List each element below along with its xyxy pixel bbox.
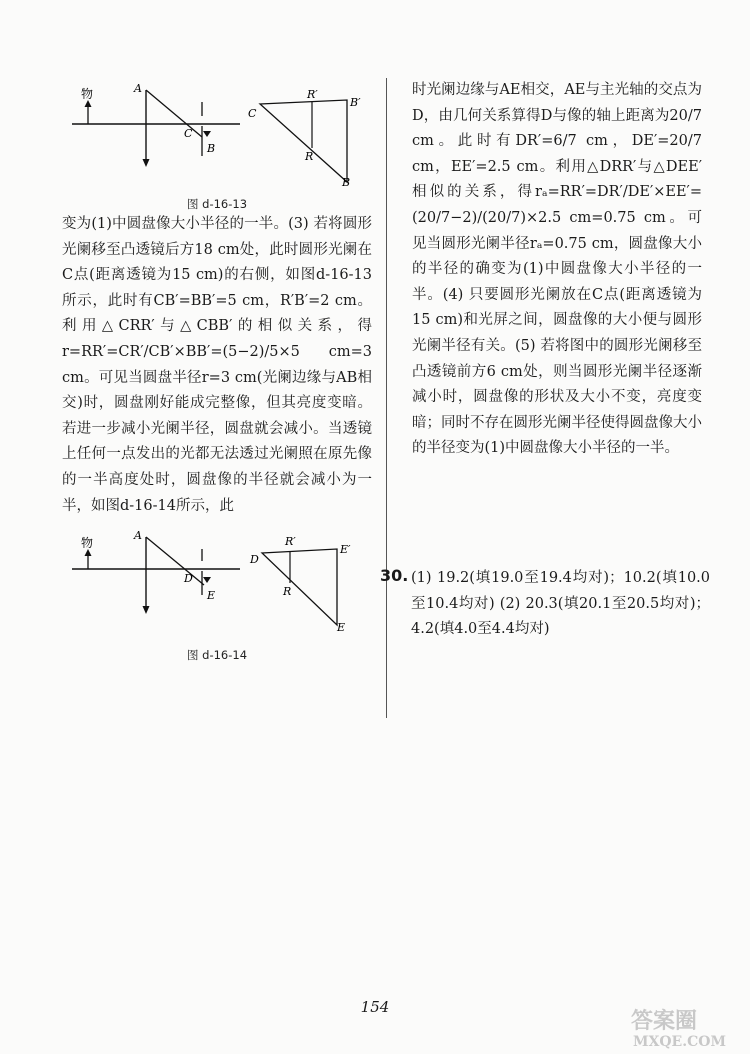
label-R-prime: R′ [285,535,296,549]
answer-30 [380,566,710,643]
label-R-prime: R′ [307,88,318,101]
label-B-prime: B′ [350,96,361,109]
right-paragraph: 时光阑边缘与AE相交，AE与主光轴的交点为D，由几何关系算得D与像的轴上距离为20/7 cm。此时有DR′=6/7 cm，DE′=20/7 cm，EE′=2.5 cm。利用△DRR′与△DEE′相似的关系，得rₐ=RR′=DR′/DE′×EE′=(20/7−2)/(20/7)×2.5 cm=0.75 cm。可见当圆形光阑半径rₐ=0.75 cm，圆盘像大小的半径的确变为(1)中圆盘像大小半径的一半。(4) 只要圆形光阑放在C点(距离透镜为15 cm)和光屏之间，圆盘像的大小便与圆形光阑半径有关。(5) 若将图中的圆形光阑移至凸透镜前方6 cm处，则当圆形光阑半径逐渐减小时，圆盘像的形状及大小不变，亮度变暗；同时不存在圆形光阑半径使得圆盘像大小的半径变为(1)中圆盘像大小半径的一半。 [412,82,702,457]
label-E-prime: E′ [340,543,351,557]
question-number: 30. [380,566,409,585]
answer-30-text: (1) 19.2(填19.0至19.4均对)；10.2(填10.0至10.4均对) (2) 20.3(填20.1至20.5均对)；4.2(填4.0至4.4均对) [411,570,710,638]
figure-d-16-13-diagram [62,70,372,190]
label-C: C [184,127,193,140]
watermark-logo [603,1002,743,1050]
label-E2: E [337,621,346,635]
svg-text:MXQE.COM: MXQE.COM [633,1034,726,1050]
label-D: D [184,572,193,586]
page-number: 154 [360,998,390,1016]
label-C2: C [248,107,257,120]
figure-caption: 图 d-16-14 [186,648,248,663]
label-E: E [207,589,216,603]
label-A: A [134,529,142,543]
label-B2: B [342,176,351,189]
label-R: R [305,150,314,163]
figure-caption: 图 d-16-13 [186,197,248,211]
right-column [412,78,702,462]
svg-text:答案圈: 答案圈 [631,1008,698,1034]
label-B: B [207,142,216,155]
label-object: 物 [81,536,94,551]
label-R: R [283,585,292,599]
label-A: A [134,82,142,95]
left-paragraph: 变为(1)中圆盘像大小半径的一半。(3) 若将圆形光阑移至凸透镜后方18 cm处，此时圆形光阑在C点(距离透镜为15 cm)的右侧，如图d-16-13所示，此时有CB′=BB′=5 cm，R′B′=2 cm。利用△CRR′与△CBB′的相似关系，得r=RR′=CR′/CB′×BB′=(5−2)/5×5 cm=3 cm。可见当圆盘半径r=3 cm(光阑边缘与AB相交)时，圆盘刚好能成完整像，但其亮度变暗。若进一步减小光阑半径，圆盘就会减小。当透镜上任何一点发出的光都无法透过光阑照在原先像的一半高度处时，圆盘像的半径就会减小为一半，如图d-16-14所示，此 [62,216,372,514]
figure-d-16-14 [62,527,372,669]
label-object: 物 [81,87,94,101]
left-column [62,70,372,669]
figure-d-16-14-diagram [62,527,372,643]
label-D2: D [250,553,259,567]
figure-d-16-13 [62,70,372,212]
